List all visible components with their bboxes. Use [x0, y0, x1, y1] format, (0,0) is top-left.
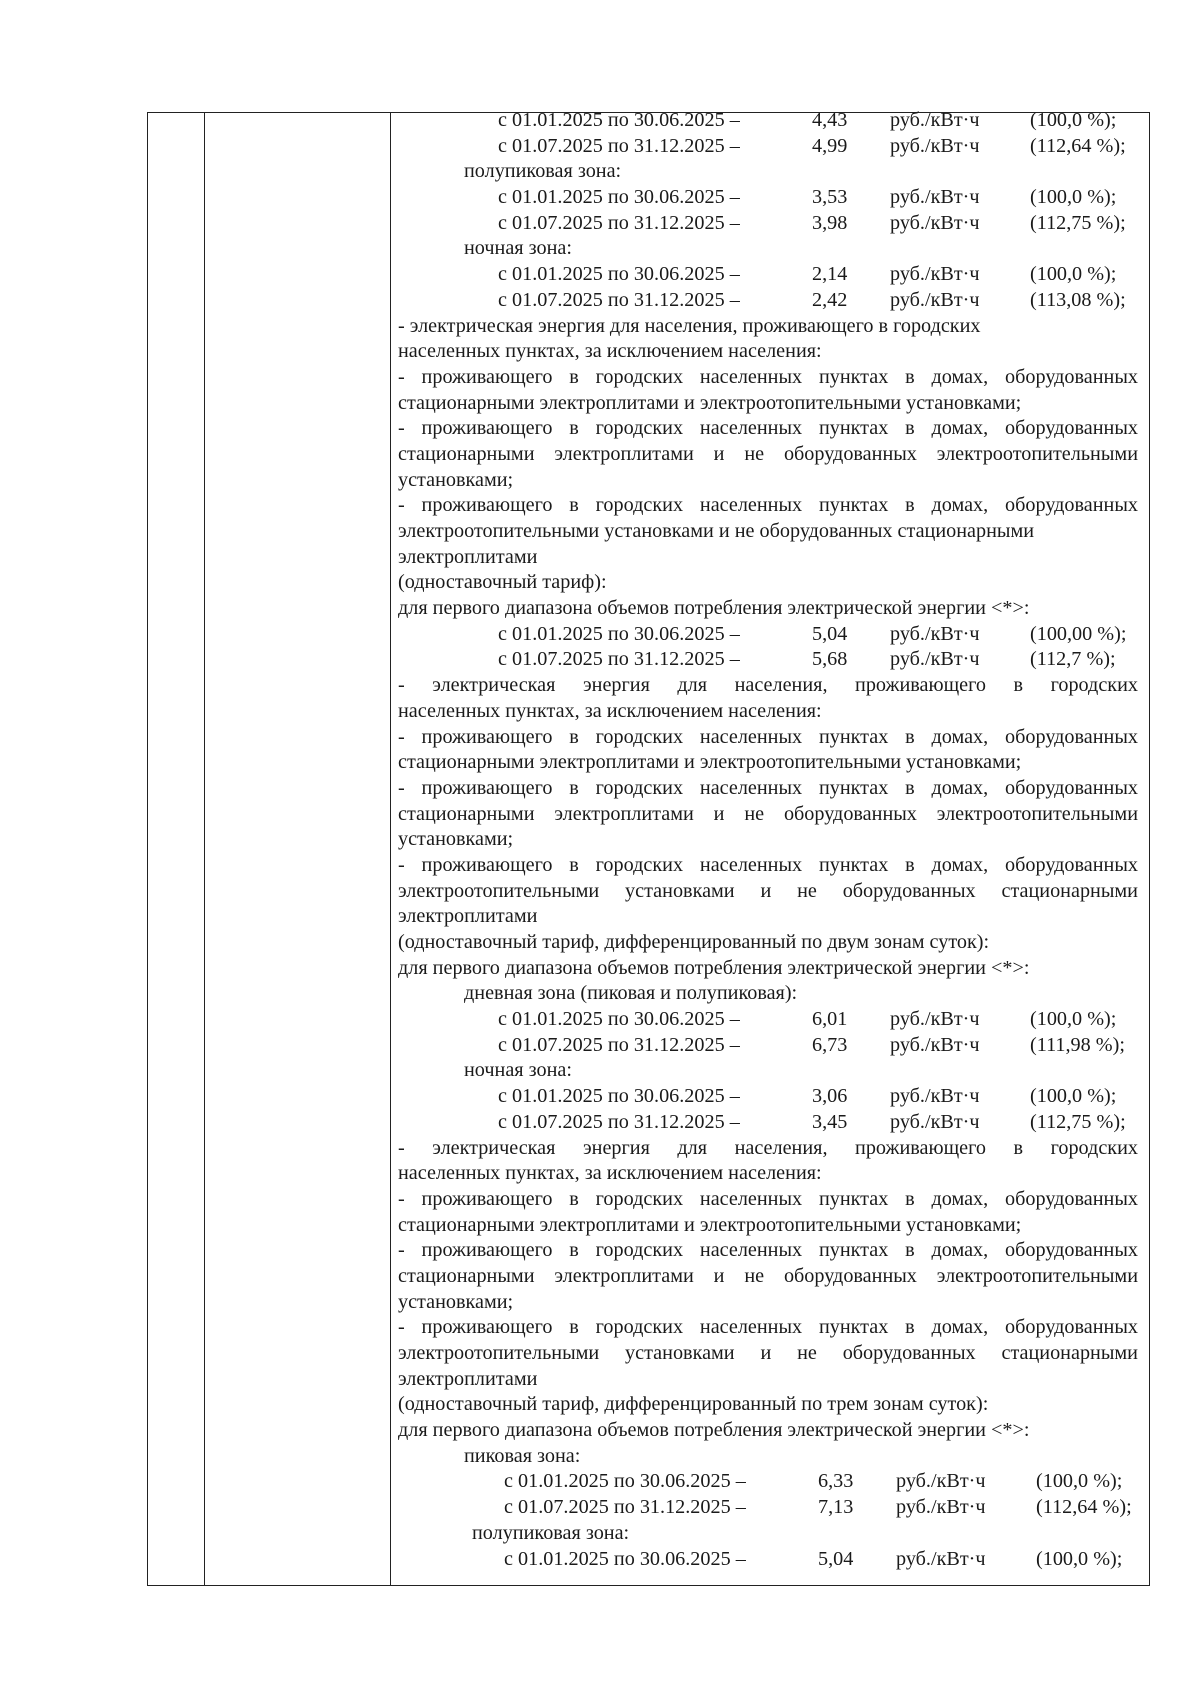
text-line: населенных пунктах, за исключением населения:	[398, 699, 822, 722]
rate-percent: (100,0 %);	[1036, 1547, 1123, 1570]
rate-percent: (100,0 %);	[1030, 1085, 1117, 1108]
text-line: - проживающего в городских населенных пунктах в домах, оборудованных	[398, 1239, 1138, 1262]
text-line: ночная зона:	[464, 1059, 572, 1082]
text-line: электроотопительными установками и не оборудованных стационарными	[398, 520, 1035, 542]
text-line: - электрическая энергия для населения, проживающего в городских	[398, 314, 981, 337]
text-line: установками;	[398, 828, 514, 851]
rate-percent: (113,08 %);	[1030, 288, 1126, 311]
text-line: для первого диапазона объемов потребления электрической энергии <*>:	[398, 597, 1030, 620]
tariff-rate-row	[394, 1110, 1138, 1136]
text-line: стационарными электроплитами и не оборудованных электроотопительными	[398, 1264, 1138, 1287]
text-line: стационарными электроплитами и электроотопительными установками;	[398, 391, 1022, 414]
tariff-rate-row	[394, 647, 1138, 673]
rate-period: с 01.01.2025 по 30.06.2025 –	[498, 109, 740, 131]
text-line: - проживающего в городских населенных пунктах в домах, оборудованных	[398, 1316, 1138, 1339]
tariff-rate-row	[394, 211, 1138, 237]
rate-period: с 01.01.2025 по 30.06.2025 –	[498, 263, 740, 286]
rate-period: с 01.07.2025 по 31.12.2025 –	[504, 1496, 746, 1519]
text-line: населенных пунктах, за исключением населения:	[398, 1162, 822, 1185]
text-line: ночная зона:	[464, 237, 572, 260]
text-line: (одноставочный тариф, дифференцированный по трем зонам суток):	[398, 1393, 989, 1416]
rate-unit: руб./кВт·ч	[890, 1110, 980, 1133]
tariff-rate-row	[394, 262, 1138, 288]
text-line: (одноставочный тариф, дифференцированный по двум зонам суток):	[398, 931, 990, 953]
text-line: электроотопительными установками и не оборудованных стационарными	[398, 1342, 1138, 1364]
text-line: стационарными электроплитами и электроотопительными установками;	[398, 751, 1022, 774]
text-line: - проживающего в городских населенных пунктах в домах, оборудованных	[398, 417, 1138, 440]
rate-percent: (100,00 %);	[1030, 622, 1127, 645]
text-line: - проживающего в городских населенных пунктах в домах, оборудованных	[398, 1187, 1138, 1210]
rate-unit: руб./кВт·ч	[890, 263, 980, 286]
rate-period: с 01.01.2025 по 30.06.2025 –	[504, 1470, 746, 1493]
rate-unit: руб./кВт·ч	[890, 1008, 980, 1031]
rate-percent: (100,0 %);	[1030, 263, 1117, 286]
rate-value: 4,43	[812, 109, 848, 131]
tariff-rate-row	[394, 622, 1138, 648]
rate-value: 5,04	[812, 622, 848, 645]
tariff-rate-row	[394, 1469, 1138, 1495]
text-line: для первого диапазона объемов потребления электрической энергии <*>:	[398, 1419, 1030, 1442]
rate-value: 6,33	[818, 1470, 854, 1493]
text-line: - проживающего в городских населенных пунктах в домах, оборудованных	[398, 725, 1138, 748]
rate-unit: руб./кВт·ч	[896, 1547, 986, 1570]
rate-period: с 01.01.2025 по 30.06.2025 –	[504, 1547, 746, 1570]
text-line: установками;	[398, 468, 514, 491]
text-line: пиковая зона:	[464, 1444, 581, 1467]
rate-unit: руб./кВт·ч	[890, 109, 980, 131]
tariff-rate-row	[394, 108, 1138, 134]
column-divider-1	[204, 112, 205, 1586]
rate-value: 7,13	[818, 1496, 854, 1519]
tariff-rate-row	[394, 1084, 1138, 1110]
rate-value: 2,14	[812, 263, 848, 286]
tariff-rate-row	[394, 134, 1138, 160]
rate-period: с 01.07.2025 по 31.12.2025 –	[498, 1033, 740, 1056]
rate-period: с 01.01.2025 по 30.06.2025 –	[498, 186, 740, 209]
rate-period: с 01.07.2025 по 31.12.2025 –	[498, 134, 740, 157]
rate-value: 5,04	[818, 1547, 854, 1570]
rate-percent: (112,64 %);	[1030, 134, 1126, 157]
rate-percent: (112,75 %);	[1030, 1110, 1126, 1133]
rate-period: с 01.01.2025 по 30.06.2025 –	[498, 622, 740, 645]
rate-unit: руб./кВт·ч	[890, 648, 980, 671]
text-line: электроплитами	[398, 905, 538, 928]
column-divider-2	[390, 112, 391, 1586]
rate-value: 4,99	[812, 134, 848, 157]
rate-percent: (100,0 %);	[1036, 1470, 1123, 1493]
tariff-rate-row	[394, 185, 1138, 211]
rate-percent: (112,7 %);	[1030, 648, 1116, 671]
rate-period: с 01.07.2025 по 31.12.2025 –	[498, 211, 740, 234]
rate-value: 6,73	[812, 1033, 848, 1056]
tariff-text-cell	[394, 108, 1138, 1572]
rate-unit: руб./кВт·ч	[896, 1496, 986, 1519]
rate-percent: (112,64 %);	[1036, 1496, 1132, 1519]
rate-percent: (100,0 %);	[1030, 109, 1117, 131]
rate-period: с 01.07.2025 по 31.12.2025 –	[498, 1110, 740, 1133]
rate-value: 3,98	[812, 211, 848, 234]
text-line: (одноставочный тариф):	[398, 571, 607, 594]
rate-value: 2,42	[812, 288, 848, 311]
tariff-rate-row	[394, 1033, 1138, 1059]
text-line: стационарными электроплитами и не оборудованных электроотопительными	[398, 802, 1138, 825]
rate-period: с 01.07.2025 по 31.12.2025 –	[498, 288, 740, 311]
rate-period: с 01.01.2025 по 30.06.2025 –	[498, 1085, 740, 1108]
text-line: населенных пунктах, за исключением населения:	[398, 340, 822, 363]
rate-unit: руб./кВт·ч	[890, 186, 980, 209]
rate-value: 3,06	[812, 1085, 848, 1108]
text-line: дневная зона (пиковая и полупиковая):	[464, 982, 798, 1005]
tariff-rate-row	[394, 1007, 1138, 1033]
rate-percent: (112,75 %);	[1030, 211, 1126, 234]
rate-unit: руб./кВт·ч	[890, 288, 980, 311]
rate-period: с 01.01.2025 по 30.06.2025 –	[498, 1008, 740, 1031]
rate-percent: (100,0 %);	[1030, 186, 1117, 209]
text-line: - проживающего в городских населенных пунктах в домах, оборудованных	[398, 776, 1138, 799]
rate-unit: руб./кВт·ч	[890, 134, 980, 157]
rate-percent: (100,0 %);	[1030, 1008, 1117, 1031]
rate-percent: (111,98 %);	[1030, 1033, 1125, 1056]
text-line: установками;	[398, 1290, 514, 1313]
text-line: - электрическая энергия для населения, проживающего в городских	[398, 674, 1138, 697]
text-line: - проживающего в городских населенных пунктах в домах, оборудованных	[398, 853, 1138, 876]
rate-unit: руб./кВт·ч	[890, 622, 980, 645]
text-line: полупиковая зона:	[472, 1521, 630, 1544]
text-line: - проживающего в городских населенных пунктах в домах, оборудованных	[398, 365, 1138, 388]
rate-period: с 01.07.2025 по 31.12.2025 –	[498, 648, 740, 671]
rate-value: 3,53	[812, 186, 848, 209]
rate-value: 6,01	[812, 1008, 848, 1031]
rate-value: 5,68	[812, 648, 848, 671]
text-line: стационарными электроплитами и не оборудованных электроотопительными	[398, 442, 1138, 465]
tariff-rate-row	[394, 1495, 1138, 1521]
tariff-rate-row	[394, 288, 1138, 314]
tariff-rate-row	[394, 1547, 1138, 1573]
text-line: - электрическая энергия для населения, проживающего в городских	[398, 1136, 1138, 1159]
text-line: - проживающего в городских населенных пунктах в домах, оборудованных	[398, 494, 1138, 517]
text-line: для первого диапазона объемов потребления электрической энергии <*>:	[398, 956, 1030, 979]
rate-value: 3,45	[812, 1110, 848, 1133]
text-line: полупиковая зона:	[464, 160, 622, 183]
text-line: стационарными электроплитами и электроотопительными установками;	[398, 1213, 1022, 1236]
rate-unit: руб./кВт·ч	[890, 211, 980, 234]
rate-unit: руб./кВт·ч	[890, 1033, 980, 1056]
text-line: электроотопительными установками и не оборудованных стационарными	[398, 879, 1138, 902]
text-line: электроплитами	[398, 545, 538, 568]
rate-unit: руб./кВт·ч	[896, 1470, 986, 1493]
text-line: электроплитами	[398, 1367, 538, 1390]
rate-unit: руб./кВт·ч	[890, 1085, 980, 1108]
